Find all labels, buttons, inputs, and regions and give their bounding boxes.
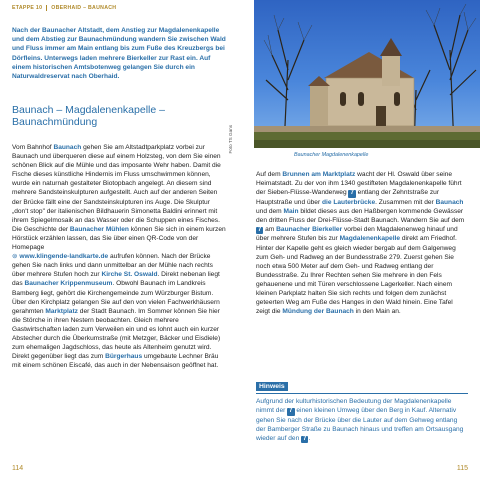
- place-lauterbruecke: die Lauterbrücke: [321, 198, 376, 206]
- right-paragraph: Auf dem Brunnen am Marktplatz wacht der Hl. Oswald über seine Heimatstadt. Zu der von ihm 1340 gestifteten Magdalenenkapelle führt der Sieben-Flüsse-Wanderweg 7 entlang der Zehntstraße zur Hauptstraße und über die Lauterbrücke. Zusammen mit der Baunach und dem Main bildet dieses aus den Haßbergen kommende Gewässer den dritten Fluss der Drei-Flüsse-Stadt Baunach. Wandern Sie auf dem 7 am Baunacher Bierkeller vorbei den Magdalenenweg hinauf und über mehrere Stufen bis zur Magdalenenkapelle direkt am Friedhof. Hinter der Kapelle geht es gleich wieder bergab auf dem Galgenweg zum Geh- und Radweg an der Bundesstraße 279. Zuerst gehen Sie noch etwa 500 Meter auf dem Geh- und Radweg entlang der Bundesstraße. Zu Ihrer Rechten sehen Sie mehrere in den Fels gehauenene und mit Türen verschlossene Lagerkeller. Nach einem kleinen Parkplatz halten Sie sich rechts und folgen dem zunächst geteerten Weg am Fuße des Hanges in den Wald hinein. Eine Tafel zeigt die Mündung der Baunach in den Main an.: [256, 171, 465, 316]
- chapel-illustration: [254, 0, 480, 148]
- stage-label: ETAPPE 10: [12, 5, 43, 11]
- header-divider: [46, 5, 47, 11]
- place-main-river: Main: [283, 207, 299, 215]
- trail-marker-icon: 7: [289, 408, 293, 415]
- trail-marker-icon: 7: [303, 435, 307, 442]
- right-page: [240, 0, 480, 480]
- place-brunnen: Brunnen am Marktplatz: [282, 171, 356, 178]
- page-number-left: 114: [12, 465, 24, 472]
- place-buergerhaus: Bürgerhaus: [105, 353, 143, 361]
- note-title: Hinweis: [256, 382, 288, 391]
- left-paragraph-1: Vom Bahnhof Baunach gehen Sie am Altstadtparkplatz vorbei zur Baunach und überqueren diese auf einem Holzsteg, von dem Sie einen schönen Blick auf die Mühle und das imposante Wehr haben. Damit die Fische dieses künstliche Hindernis im Fluss umschwimmen können, wurde ein naturnah gestalteter Biotopbach angelegt. An diesem sind mehrere Sandsteinskulpturen aufgestellt. Auch auf der anderen Seiten der Brücke fällt eine der Sandsteinskulpturen ins Auge. Die Skulptur „don't stop" der italienischen Bildhauerin Simonetta Baldini erinnert mit ihrem Spiegelmosaik an das Wasser oder die Schuppen eines Fisches. Die Geschichte der Baunacher Mühlen können Sie sich in einem kurzen Hörstück erzählen lassen, das Sie über einen QR-Code von der Homepage ⊚ www.klingende-landkarte.de aufrufen können. Nach der Brücke gehen Sie nach links und dann unmittelbar an der Mühle nach rechts über mehrere Stufen hoch zur Kirche St. Oswald. Direkt nebenan liegt das Baunacher Krippenmuseum. Obwohl Baunach im Landkreis Bamberg liegt, gehört die Kirchengemeinde zum Würzburger Bistum.: [12, 144, 226, 297]
- left-paragraph-2: Über den Kirchplatz gelangen Sie auf den von vielen Fachwerkhäusern gerahmten Marktplatz der Stadt Baunach. Im Sommer können Sie hier die Störche in ihren Nestern beobachten. Gleich mehrere Gastwirtschaften laden zum Verweilen ein und es lohnt auch ein kurzer Abstecher durch die Überkumstraße (mit Metzger, Bäcker und Eisdiele) zum ehemaligen Jagdschloss, das heute als Altenheim genutzt wird. Direkt gegenüber liegt das zum Bürgerhaus umgebaute Lechner Bräu mit einem schönen Eiscafé, das auch in der Nebensaison geöffnet hat.: [12, 298, 221, 370]
- trail-marker-icon: 7: [350, 190, 354, 197]
- place-muendung: Mündung der Baunach: [282, 308, 354, 316]
- section-title: Baunach – Magdalenenkapelle – Baunachmündung: [12, 104, 165, 128]
- page-number-right: 115: [456, 465, 468, 472]
- intro-paragraph: Nach der Baunacher Altstadt, dem Anstieg zur Magdalenenkapelle und dem Abstieg zur Baunachmündung wandern Sie zwischen Wald und Fluss immer am Main entlang bis zum Fuße des Kreuzbergs bei Dörfleins. Unterwegs laden mehrere Bierkeller zur Rast ein. Auf einem historischen Amtsbotenweg gelangen Sie durch ein Naturwaldreservat nach Oberhaid.: [12, 27, 226, 81]
- photo-caption: Baunacher Magdalenenkapelle: [294, 152, 369, 158]
- place-krippenmuseum: Baunacher Krippenmuseum: [24, 280, 113, 288]
- place-baunacher-muehlen: Baunacher Mühlen: [69, 225, 129, 233]
- place-bierkeller: Baunacher Bierkeller: [276, 225, 343, 233]
- place-marktplatz: Marktplatz: [45, 307, 78, 315]
- note-body: Aufgrund der kulturhistorischen Bedeutung der Magdalenenkapelle nimmt der 7 einen kleinen Umweg über den Berg in Kauf. Alternativ gehen Sie nach der Brücke über die Lauter auf dem Gehweg entlang der Bamberger Straße zu Baunach hinaus und treffen am Ortsausgang wieder auf den 7 .: [256, 393, 468, 443]
- photo-credit: Foto TS Gans: [228, 125, 233, 154]
- chapel-photo: [254, 0, 480, 148]
- link-icon: ⊚: [12, 253, 18, 261]
- left-body-text: [12, 143, 226, 370]
- stage-route: OBERHAID – BAUNACH: [51, 5, 117, 11]
- trail-marker-icon: 7: [258, 226, 262, 233]
- right-body-text: [256, 170, 468, 316]
- place-magdalenenkapelle: Magdalenenkapelle: [339, 235, 401, 243]
- running-header: [12, 5, 116, 11]
- homepage-link[interactable]: www.klingende-landkarte.de: [19, 253, 109, 261]
- place-kirche-st-oswald: Kirche St. Oswald: [101, 271, 158, 279]
- place-baunach: Baunach: [53, 144, 82, 151]
- note-box: [256, 375, 468, 443]
- place-baunach-river: Baunach: [435, 198, 464, 206]
